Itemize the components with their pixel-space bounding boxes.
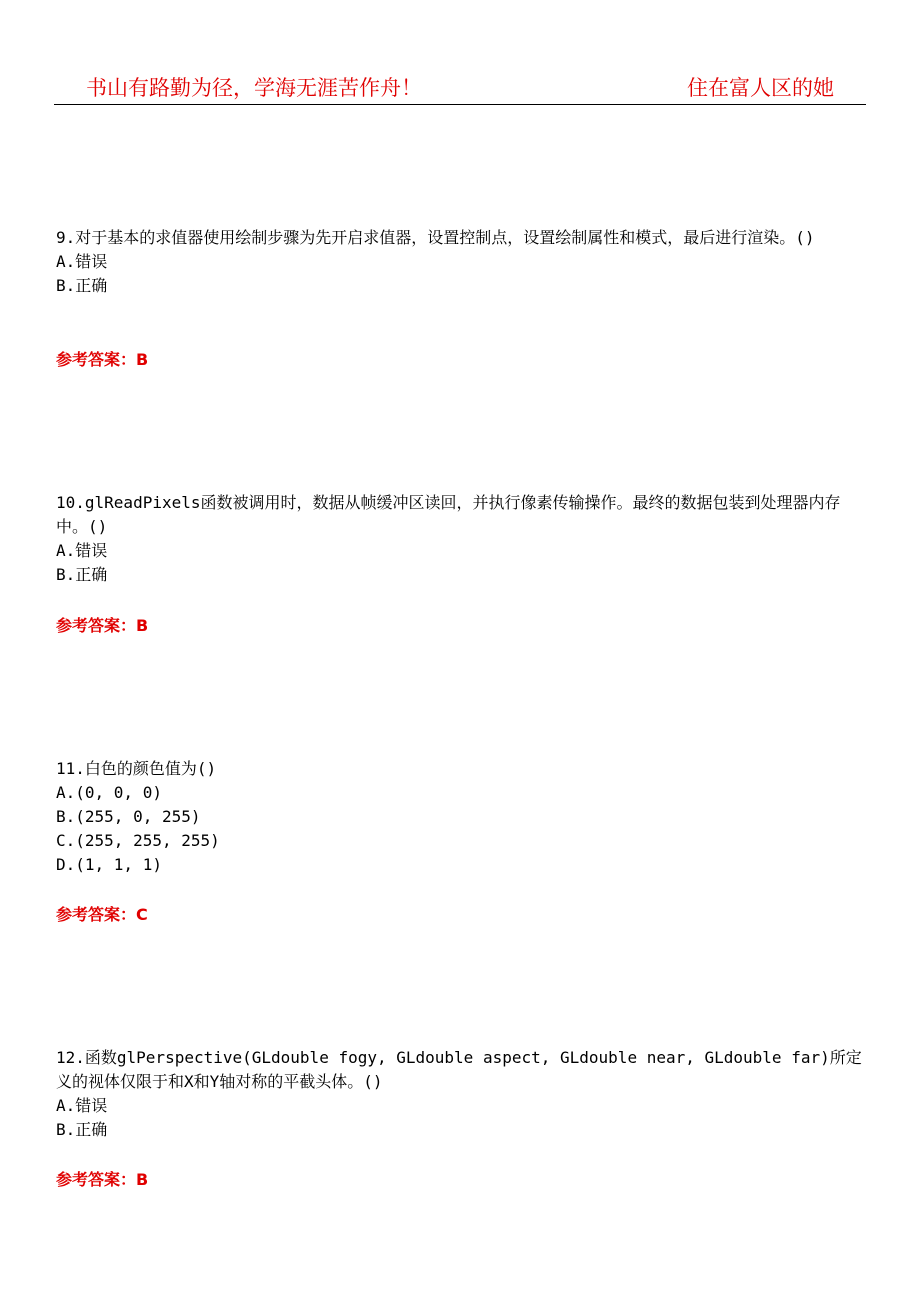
question-stem: 9.对于基本的求值器使用绘制步骤为先开启求值器，设置控制点，设置绘制属性和模式，最后进行渲染。() xyxy=(56,228,815,247)
question-10 xyxy=(56,491,868,587)
option-a: A.错误 xyxy=(56,541,108,560)
answer-12: 参考答案：B xyxy=(56,1170,149,1189)
question-stem: 11.白色的颜色值为() xyxy=(56,759,217,778)
option-b: B.(255, 0, 255) xyxy=(56,807,201,826)
option-b: B.正确 xyxy=(56,276,108,295)
option-c: C.(255, 255, 255) xyxy=(56,831,220,850)
question-11 xyxy=(56,757,868,877)
header-motto: 书山有路勤为径，学海无涯苦作舟！ xyxy=(86,76,422,100)
page-header xyxy=(54,66,866,105)
answer-9: 参考答案：B xyxy=(56,350,149,369)
question-stem: 12.函数glPerspective(GLdouble fogy, GLdouble aspect, GLdouble near, GLdouble far)所定义的视体仅限于和X和Y轴对称的平截头体。() xyxy=(56,1048,862,1091)
option-a: A.错误 xyxy=(56,252,108,271)
question-stem: 10.glReadPixels函数被调用时，数据从帧缓冲区读回，并执行像素传输操作。最终的数据包装到处理器内存中。() xyxy=(56,493,841,536)
option-d: D.(1, 1, 1) xyxy=(56,855,162,874)
option-a: A.错误 xyxy=(56,1096,108,1115)
answer-11: 参考答案：C xyxy=(56,905,148,924)
answer-10: 参考答案：B xyxy=(56,616,149,635)
option-b: B.正确 xyxy=(56,565,108,584)
option-a: A.(0, 0, 0) xyxy=(56,783,162,802)
option-b: B.正确 xyxy=(56,1120,108,1139)
question-12 xyxy=(56,1046,868,1142)
header-author: 住在富人区的她 xyxy=(687,76,834,100)
question-9 xyxy=(56,226,868,298)
